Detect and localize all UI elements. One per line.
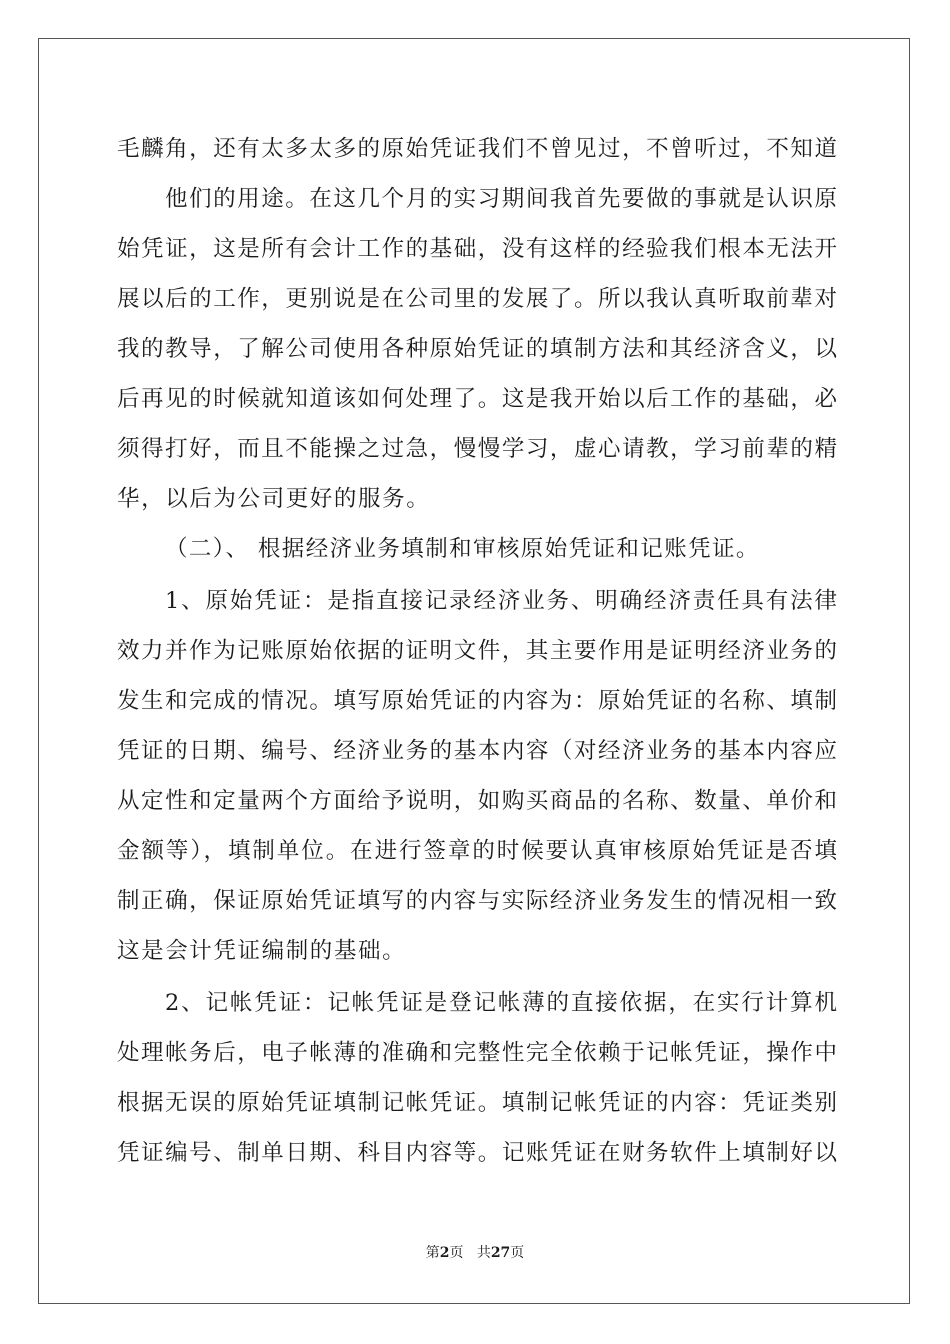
text-line: 制正确，保证原始凭证填写的内容与实际经济业务发生的情况相一致 [117, 888, 837, 914]
text-line: 1、原始凭证：是指直接记录经济业务、明确经济责任具有法律 [165, 588, 837, 614]
text-line: 2、记帐凭证：记帐凭证是登记帐薄的直接依据，在实行计算机 [165, 990, 837, 1016]
text-line: 始凭证，这是所有会计工作的基础，没有这样的经验我们根本无法开 [117, 236, 837, 262]
text-line: 我的教导，了解公司使用各种原始凭证的填制方法和其经济含义，以 [117, 336, 837, 362]
text-line: 华，以后为公司更好的服务。 [117, 486, 431, 512]
page-suffix: 页 [449, 1245, 464, 1261]
total-prefix: 共 [476, 1245, 491, 1261]
total-suffix: 页 [510, 1245, 525, 1261]
text-line: 他们的用途。在这几个月的实习期间我首先要做的事就是认识原 [165, 186, 837, 212]
text-line: 毛麟角，还有太多太多的原始凭证我们不曾见过，不曾听过，不知道 [117, 136, 837, 162]
text-line: 凭证编号、制单日期、科目内容等。记账凭证在财务软件上填制好以 [117, 1140, 837, 1166]
text-line: 金额等），填制单位。在进行签章的时候要认真审核原始凭证是否填 [117, 838, 837, 864]
text-line: 这是会计凭证编制的基础。 [117, 938, 407, 964]
text-line: 处理帐务后，电子帐薄的准确和完整性完全依赖于记帐凭证，操作中 [117, 1040, 837, 1066]
page-footer [0, 1243, 950, 1263]
section-heading: （二）、 根据经济业务填制和审核原始凭证和记账凭证。 [165, 536, 760, 562]
text-line: 根据无误的原始凭证填制记帐凭证。填制记帐凭证的内容：凭证类别 [117, 1090, 837, 1116]
page-current: 2 [439, 1245, 450, 1261]
text-line: 后再见的时候就知道该如何处理了。这是我开始以后工作的基础，必 [117, 386, 837, 412]
text-line: 发生和完成的情况。填写原始凭证的内容为：原始凭证的名称、填制 [117, 688, 837, 714]
text-line: 凭证的日期、编号、经济业务的基本内容（对经济业务的基本内容应 [117, 738, 837, 764]
text-line: 须得打好，而且不能操之过急，慢慢学习，虚心请教，学习前辈的精 [117, 436, 837, 462]
text-line: 效力并作为记账原始依据的证明文件，其主要作用是证明经济业务的 [117, 638, 837, 664]
text-line: 从定性和定量两个方面给予说明，如购买商品的名称、数量、单价和 [117, 788, 837, 814]
page-total: 27 [490, 1245, 511, 1261]
text-line: 展以后的工作，更别说是在公司里的发展了。所以我认真听取前辈对 [117, 286, 837, 312]
page-prefix: 第 [425, 1245, 440, 1261]
